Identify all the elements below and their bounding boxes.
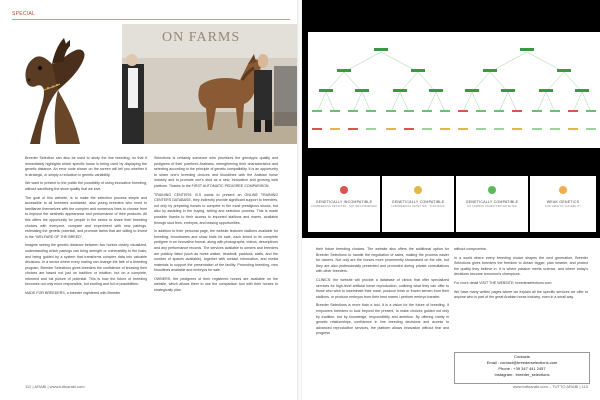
- right-page: [302, 0, 600, 400]
- farm-banner-text: ON FARMS: [162, 30, 241, 45]
- verdict-title: GENETICALLY COMPATIBLE: [465, 200, 519, 204]
- contacts-heading: Contacts: [514, 354, 530, 359]
- article-column-1: [25, 156, 147, 300]
- verdict-text: [532, 200, 594, 208]
- check-icon: [414, 186, 422, 194]
- paragraph: Breeder Selection can also be used to study the line breeding, so that it immediately highlights which specific horse is being used by displaying the genetic distance. An error code shown on the screen will tell you whether it is strategic, or simply a reduction in genetic variability.: [25, 156, 147, 177]
- verdict-text: [384, 200, 452, 208]
- verdict-subtitle: LOW GENETIC VARIABILITY: [544, 205, 582, 208]
- article-column-4: [454, 247, 588, 304]
- verdict-subtitle: LINEBREEDING DETECTED · NOT RECOMMENDED: [310, 205, 378, 208]
- section-label: SPECIAL: [12, 11, 36, 17]
- paragraph: We have many written pages where we explain all the specific services we offer to anyone who is part of the great Arabian horse industry, even in a small way.: [454, 289, 588, 300]
- paragraph: without compromise.: [454, 247, 487, 251]
- verdict-subtitle: LINEBREEDING DETECTED · STRATEGIC: [391, 205, 445, 208]
- contact-email[interactable]: Email : contact@breederselections.com: [486, 360, 558, 365]
- check-icon: [488, 186, 496, 194]
- arabian-horse-head-photo: [0, 24, 120, 144]
- left-folio: 112 | ARABI | www.tuttoarabi.com: [25, 384, 85, 389]
- paragraph: MADE FOR BREEDERS, a breeder registered with Breeder: [25, 291, 121, 296]
- left-page: [0, 0, 298, 400]
- paragraph: Imagine seeing the genetic distance between two horses clearly visualized, understanding which pairings can bring strength or vulnerability to the foals, and being guided by a system that transforms complex data into valuable decisions. In a sector where every mating can change the fate of a breeding program, Breeder Selections gives breeders the confidence of knowing their choices are based not just on tradition or intuition, but on a complete, informed and full picture of potential. This is how the future of breeding becomes not only more responsible, but exciting and full of possibilities.: [25, 243, 147, 287]
- contact-instagram[interactable]: Instagram : breeder_selections: [494, 372, 550, 377]
- pedigree-tree-graphic: [454, 32, 600, 148]
- article-column-3: [316, 247, 449, 340]
- pedigree-comparison-screenshot: [308, 32, 454, 148]
- article-column-2: [154, 156, 278, 297]
- show-ring-photo: [122, 24, 298, 144]
- paragraph: We want to present to the public the possibility of using innovative breeding, without sacrificing the show quality that we love.: [25, 181, 147, 191]
- contacts-box: [454, 352, 590, 384]
- contact-phone[interactable]: Phone : +39 347 441 2457: [498, 366, 546, 371]
- verdict-text: [458, 200, 526, 208]
- paragraph: Breeder Selections is more than a tool, it is a vision for the future of breeding. It empowers breeders to look beyond the present, to make choices guided not only by tradition, but by knowledge, responsibility and ambition. By offering clarity in genetic relationships, confidence in line breeding decisions and access to advanced reproductive services, the platform allows innovation without fear and progress: [316, 303, 449, 336]
- verdict-subtitle: NO COMMON ANCESTORS DETECTED: [467, 205, 517, 208]
- pedigree-comparison-screenshot: [454, 32, 600, 148]
- paragraph: CLINICS: the website will provide a database of clinics that offer specialized services for high-level artificial horse reproduction, outlining what they can offer to those who wish to inseminate their mare, produce fresh or frozen semen from their stallions, or produce embryos from their best mares / perform embryo transfer.: [316, 277, 449, 299]
- paragraph: TRAINING CENTERS: B.S wants to present an ONLINE TRAINING CENTERS DATABASE, they indirectly provide significant support to breeders, not only by preparing horses to compete in the most prestigious shows, but also by assisting in the buying, selling and selection process. This is made possible thanks to their access to imported stallions and mares, available through stud fees, embryos, and leasing opportunities.: [154, 192, 278, 225]
- warning-icon: [340, 186, 348, 194]
- paragraph: In addition to their personal page, the website features stallions available for breeding, broodmares and show foals for sale, each linked to its complete pedigree in an innovative format, along with photographs, videos, descriptions and any performance records. The services available to owners and breeders are publicly listed (such as horse walker, treadmill, paddock, stalls, and the number of spaces available), together with contact information, and media materials to support the presentation of the facility. Promoting breeding, new bloodlines available and embryos for sale.: [154, 229, 278, 273]
- right-folio: www.tuttoarabi.com – TUTTO ARABI | 113: [512, 384, 588, 389]
- horse-head-illustration: [0, 24, 120, 144]
- verdict-title: WEAK GENETICS: [546, 200, 580, 204]
- verdict-card-strategic: [382, 176, 454, 232]
- alert-icon: [559, 186, 567, 194]
- website-screenshots-panel: [302, 0, 600, 238]
- verdict-card-compatible: [456, 176, 528, 232]
- paragraph: For more detail VISIT THE WEBSITE: breederselections.com: [454, 280, 552, 285]
- verdict-text: [310, 200, 378, 208]
- verdict-card-weak: [530, 176, 596, 232]
- paragraph: Selections is certainly someone who prioritizes the genotypic quality and pedigrees of their purebred Arabians, strengthening their characteristics and selecting according to the principle of genetic compatibility. It is an opportunity to share one's breeding choices and bloodlines with the Arabian horse industry and to promote one's stud as a new, innovative and growing web platform. Thanks to the FIRST AUTOMATIC PEDIGREE COMPARISON.: [154, 156, 278, 188]
- paragraph: The goal of this website, is to make the selection process simple and accessible to all breeders worldwide, also young breeders who need to familiarize themselves with the complex and numerous lines to choose from to improve the aesthetic appearance and performance of their products. All this offers the opportunity for people in the sector to share their breeding choices with everyone, compare and experiment with new pairings, estimating the genetic potential, and promote farms that are willing to invest in the "WELFARE OF THE BREED".: [25, 195, 147, 239]
- paragraph: OWNERS: the pedigrees of their registered horses are available on the website, which allows them to use the comparison tool with their horses to strategically plan: [154, 276, 278, 293]
- pedigree-tree-graphic: [308, 32, 454, 148]
- paragraph: In a world where every breeding choice shapes the next generation, Breeder Selections gives breeders the freedom to dream bigger, plan smarter, and protect the quality they believe in. It is where passion meets science, and where today's decisions become tomorrow's champions.: [454, 255, 588, 277]
- verdict-title: GENETICALLY COMPATIBLE: [391, 200, 445, 204]
- section-rule: [12, 19, 290, 20]
- verdict-title: GENETICALLY INCOMPATIBLE: [315, 200, 373, 204]
- paragraph: their future breeding choices. The website also offers the additional option for Breeder Selections to handle the negotiation of sales, making the process easier for owners. Not only are the horses more prominently showcased on the site, but they are also professionally presented and promoted during private consultations with other breeders.: [316, 247, 449, 274]
- verdict-card-incompatible: [308, 176, 380, 232]
